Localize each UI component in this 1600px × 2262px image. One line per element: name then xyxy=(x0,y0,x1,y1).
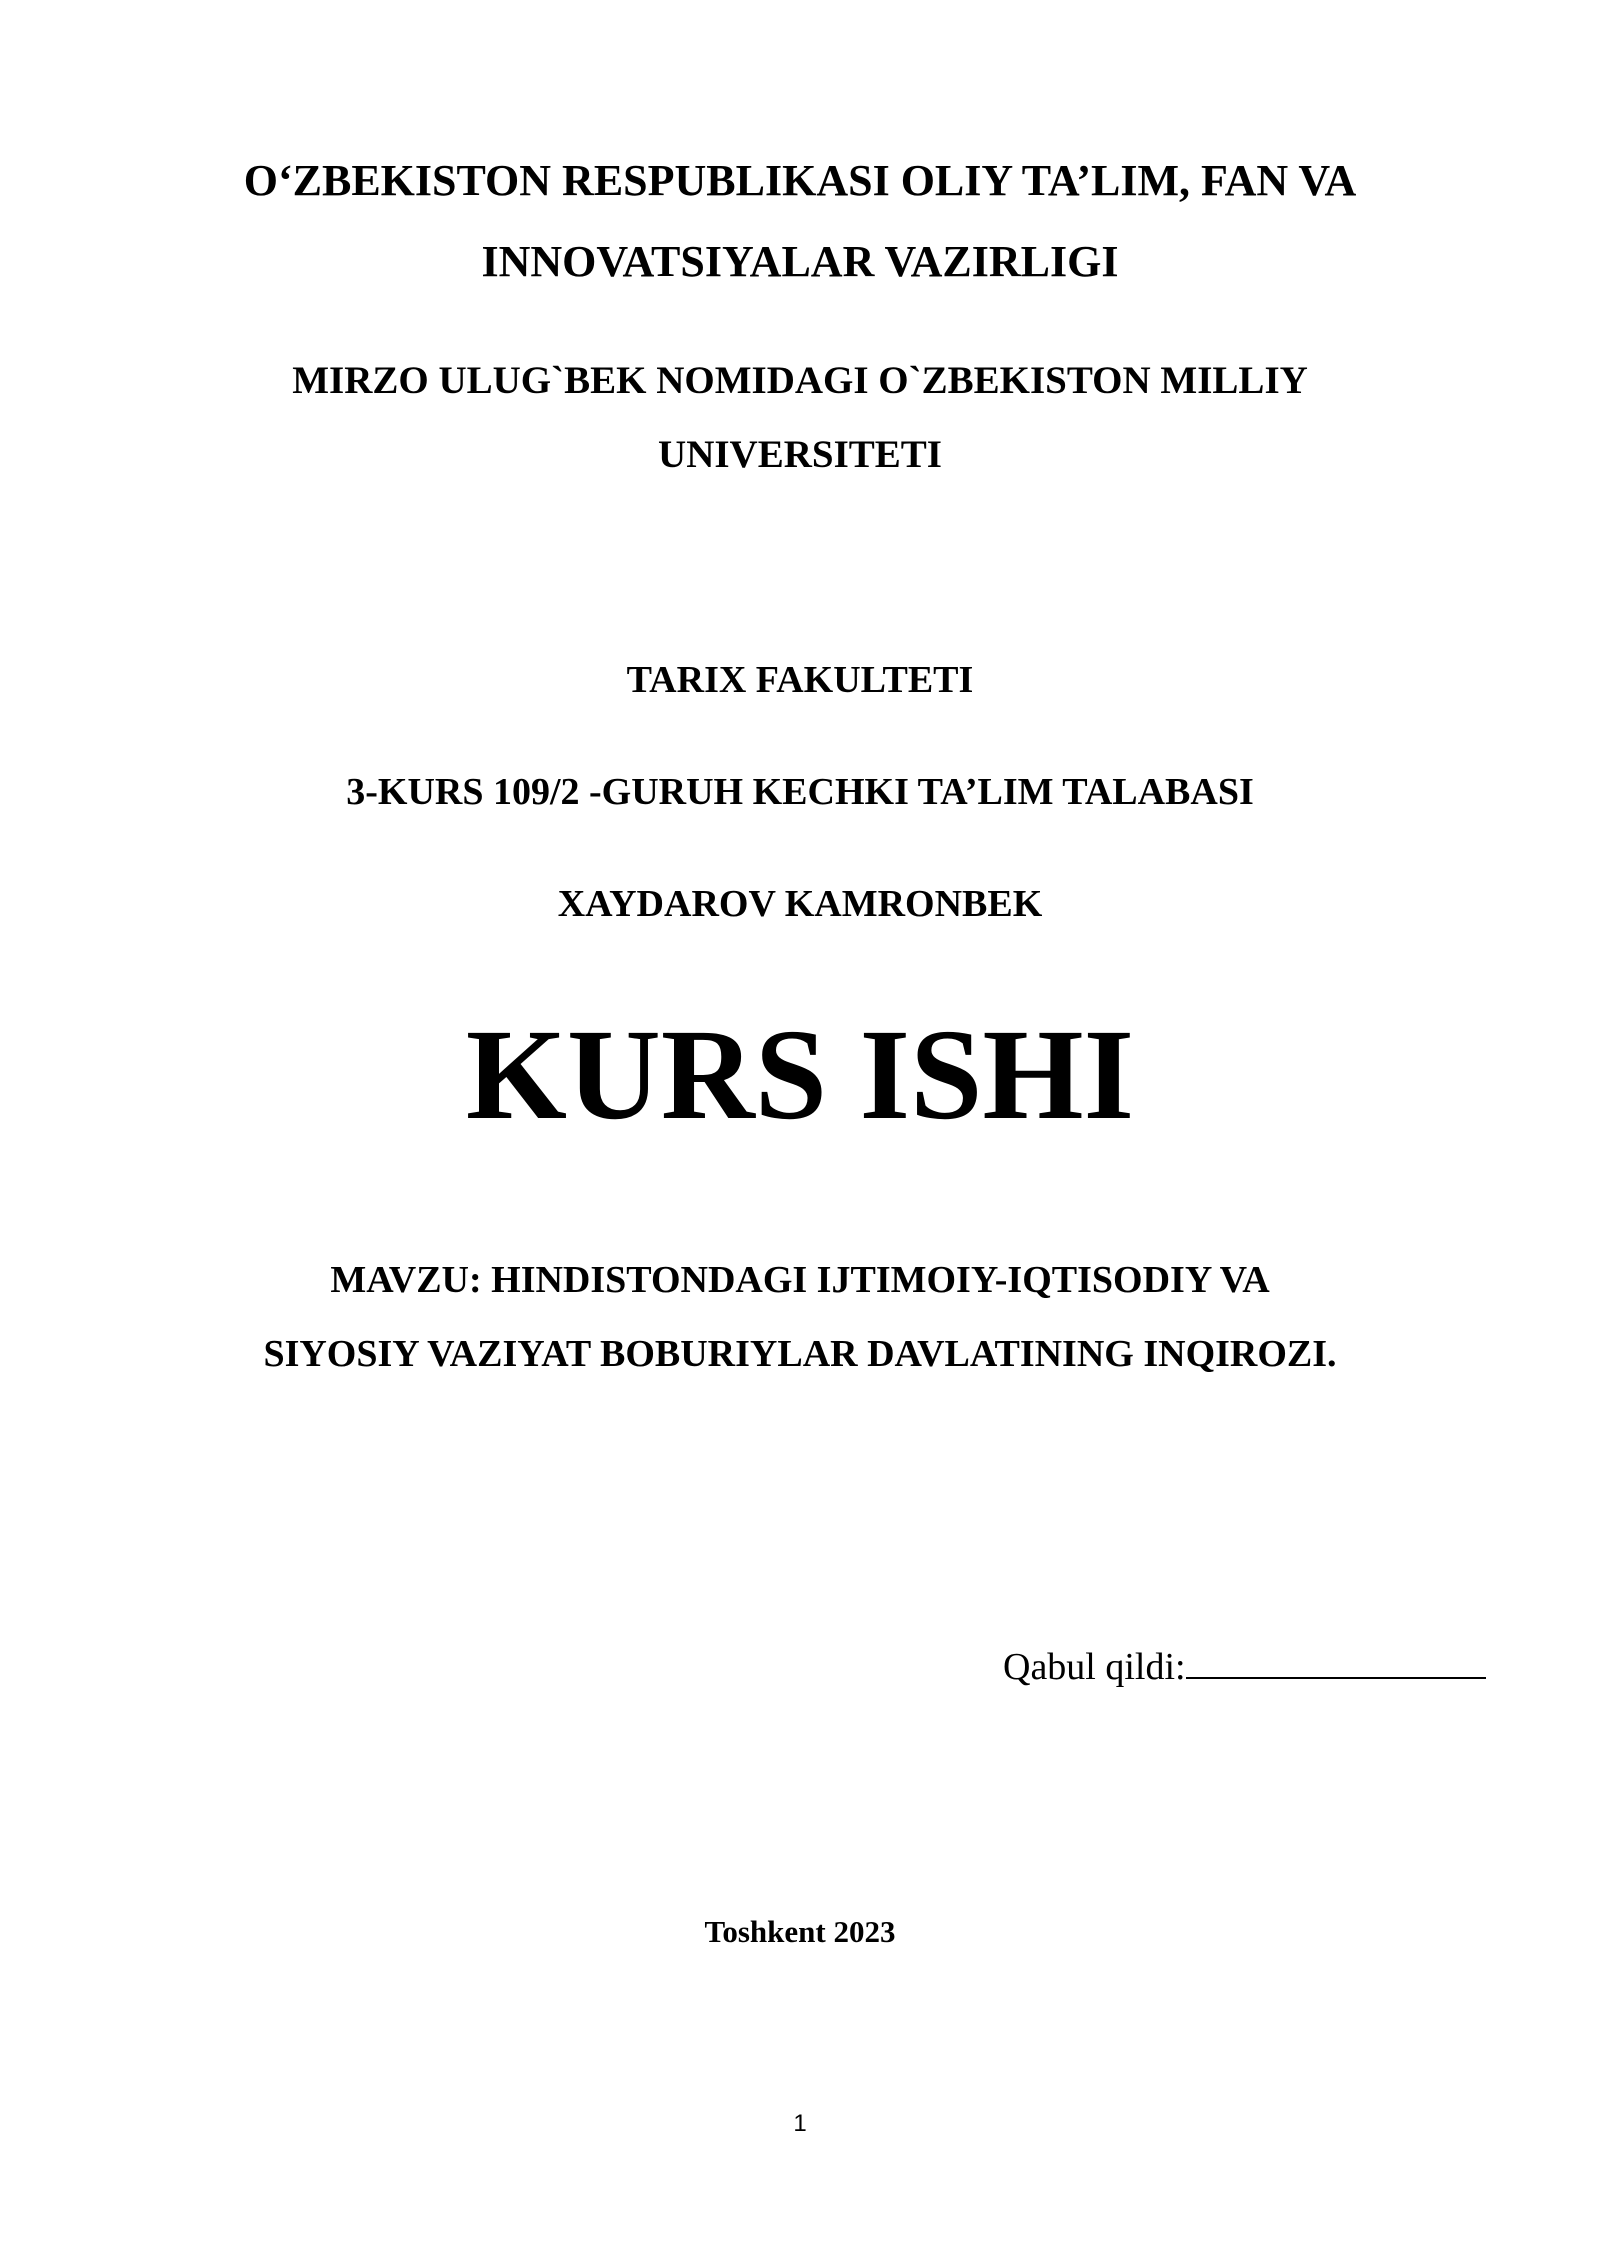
accepted-by xyxy=(1003,1645,1486,1689)
topic-line-1: MAVZU: HINDISTONDAGI IJTIMOIY-IQTISODIY VA xyxy=(330,1259,1270,1301)
faculty-name: TARIX FAKULTETI xyxy=(626,659,974,701)
page-number: 1 xyxy=(793,2110,807,2137)
student-name: XAYDAROV KAMRONBEK xyxy=(557,883,1043,925)
topic-line-2: SIYOSIY VAZIYAT BOBURIYLAR DAVLATINING INQIROZI. xyxy=(263,1333,1337,1375)
ministry-line-1: O‘ZBEKISTON RESPUBLIKASI OLIY TA’LIM, FAN VA xyxy=(243,156,1357,205)
ministry-line-2: INNOVATSIYALAR VAZIRLIGI xyxy=(481,237,1119,286)
city-year: Toshkent 2023 xyxy=(704,1914,896,1949)
university-line-2: UNIVERSITETI xyxy=(658,433,942,476)
work-type-title: KURS ISHI xyxy=(465,1003,1135,1147)
accepted-label: Qabul qildi: xyxy=(1003,1646,1186,1688)
university-line-1: MIRZO ULUG`BEK NOMIDAGI O`ZBEKISTON MILLIY xyxy=(292,359,1308,402)
group-info: 3-KURS 109/2 -GURUH KECHKI TA’LIM TALABASI xyxy=(346,771,1254,813)
signature-blank xyxy=(1186,1671,1486,1679)
